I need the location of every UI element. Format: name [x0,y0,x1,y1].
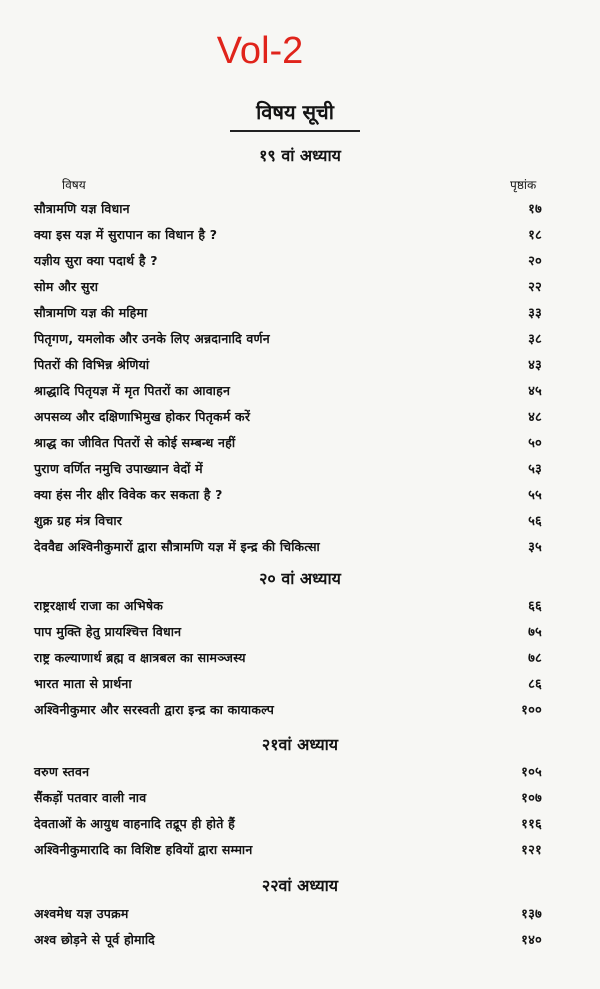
toc-entry-title: यज्ञीय सुरा क्या पदार्थ है ? [34,252,158,268]
chapter-heading: २० वां अध्याय [259,569,341,588]
toc-entry-title: सौत्रामणि यज्ञ की महिमा [34,304,148,320]
toc-entry-title: सौत्रामणि यज्ञ विधान [34,200,130,216]
toc-entry-title: देववैद्य अश्विनीकुमारों द्वारा सौत्रामणि यज्ञ में इन्द्र की चिकित्सा [34,538,320,554]
toc-entry-page: ८६ [528,677,542,692]
toc-entry-title: क्या हंस नीर क्षीर विवेक कर सकता है ? [34,486,223,502]
toc-entry-page: १३७ [521,907,542,922]
chapter-heading: २२वां अध्याय [261,876,339,895]
toc-entry-page: १७ [528,202,542,217]
toc-row [34,481,542,507]
toc-row [34,758,542,784]
toc-row [34,926,542,952]
toc-entry-title: देवताओं के आयुध वाहनादि तद्रूप ही होते हैं [34,815,235,831]
toc-entry-page: ५६ [528,514,542,529]
toc-entry-title: क्या इस यज्ञ में सुरापान का विधान है ? [34,226,218,242]
toc-entry-page: १४० [521,933,542,948]
toc-entry-page: ११६ [521,817,542,832]
toc-entry-title: पितृगण, यमलोक और उनके लिए अन्नदानादि वर्णन [34,330,270,346]
toc-entry-title: सोम और सुरा [34,278,99,294]
toc-entry-page: १०७ [521,791,542,806]
toc-entry-page: ४८ [528,410,542,425]
toc-entry-title: श्राद्धादि पितृयज्ञ में मृत पितरों का आवाहन [34,382,231,398]
title-underline [230,130,360,132]
toc-entry-title: वरुण स्तवन [34,763,90,779]
toc-row [34,644,542,670]
toc-entry-page: २२ [528,280,542,295]
toc-row [34,592,542,618]
toc-row [34,784,542,810]
toc-entry-page: ३८ [528,332,542,347]
toc-row [34,696,542,722]
toc-entry-page: ५३ [528,462,542,477]
toc-row [34,247,542,273]
toc-entry-title: शुक्र ग्रह मंत्र विचार [34,512,123,528]
toc-row [34,670,542,696]
toc-entry-page: ७८ [528,651,542,666]
toc-row [34,810,542,836]
toc-entry-page: ५५ [528,488,542,503]
toc-entry-page: ३५ [528,540,542,555]
toc-row [34,455,542,481]
toc-entry-page: ६६ [528,599,542,614]
toc-entry-page: १२१ [521,843,542,858]
toc-row [34,195,542,221]
toc-entry-page: १०० [521,703,542,718]
toc-row [34,273,542,299]
toc-entry-title: पुराण वर्णित नमुचि उपाख्यान वेदों में [34,460,203,476]
toc-entry-page: ३३ [528,306,542,321]
toc-row [34,507,542,533]
subject-column-header: विषय [62,178,86,192]
page-title: विषय सूची [256,100,334,124]
toc-entry-page: ७५ [528,625,542,640]
toc-entry-title: श्राद्ध का जीवित पितरों से कोई सम्बन्ध नहीं [34,434,236,450]
toc-entry-title: सैंकड़ों पतवार वाली नाव [34,789,147,805]
toc-entry-page: ५० [528,436,542,451]
toc-entry-title: अश्व छोड़ने से पूर्व होमादि [34,931,156,947]
toc-entry-title: अपसव्य और दक्षिणाभिमुख होकर पितृकर्म करें [34,408,251,424]
toc-row [34,221,542,247]
toc-entry-title: अश्वमेध यज्ञ उपक्रम [34,905,129,921]
toc-row [34,533,542,559]
page-column-header: पृष्ठांक [510,178,537,192]
toc-entry-page: २० [528,254,542,269]
toc-entry-title: राष्ट्र कल्याणार्थ ब्रह्म व क्षात्रबल का सामञ्जस्य [34,649,246,665]
toc-row [34,836,542,862]
toc-row [34,377,542,403]
toc-row [34,618,542,644]
toc-row [34,403,542,429]
toc-entry-page: ४५ [528,384,542,399]
toc-entry-title: राष्ट्ररक्षार्थ राजा का अभिषेक [34,597,164,613]
toc-entry-page: १०५ [521,765,542,780]
volume-label: Vol-2 [216,30,304,72]
toc-entry-page: १८ [528,228,542,243]
chapter-heading: २१वां अध्याय [261,735,339,754]
toc-row [34,900,542,926]
toc-entry-title: अश्विनीकुमारादि का विशिष्ट हवियों द्वारा सम्मान [34,841,253,857]
toc-row [34,325,542,351]
toc-entry-title: पाप मुक्ति हेतु प्रायश्चित्त विधान [34,623,182,639]
chapter-heading: १९ वां अध्याय [259,146,341,165]
toc-entry-title: भारत माता से प्रार्थना [34,675,132,691]
toc-row [34,299,542,325]
toc-entry-page: ४३ [528,358,542,373]
toc-row [34,429,542,455]
toc-entry-title: अश्विनीकुमार और सरस्वती द्वारा इन्द्र का कायाकल्प [34,701,275,717]
toc-row [34,351,542,377]
toc-entry-title: पितरों की विभिन्न श्रेणियां [34,356,150,372]
